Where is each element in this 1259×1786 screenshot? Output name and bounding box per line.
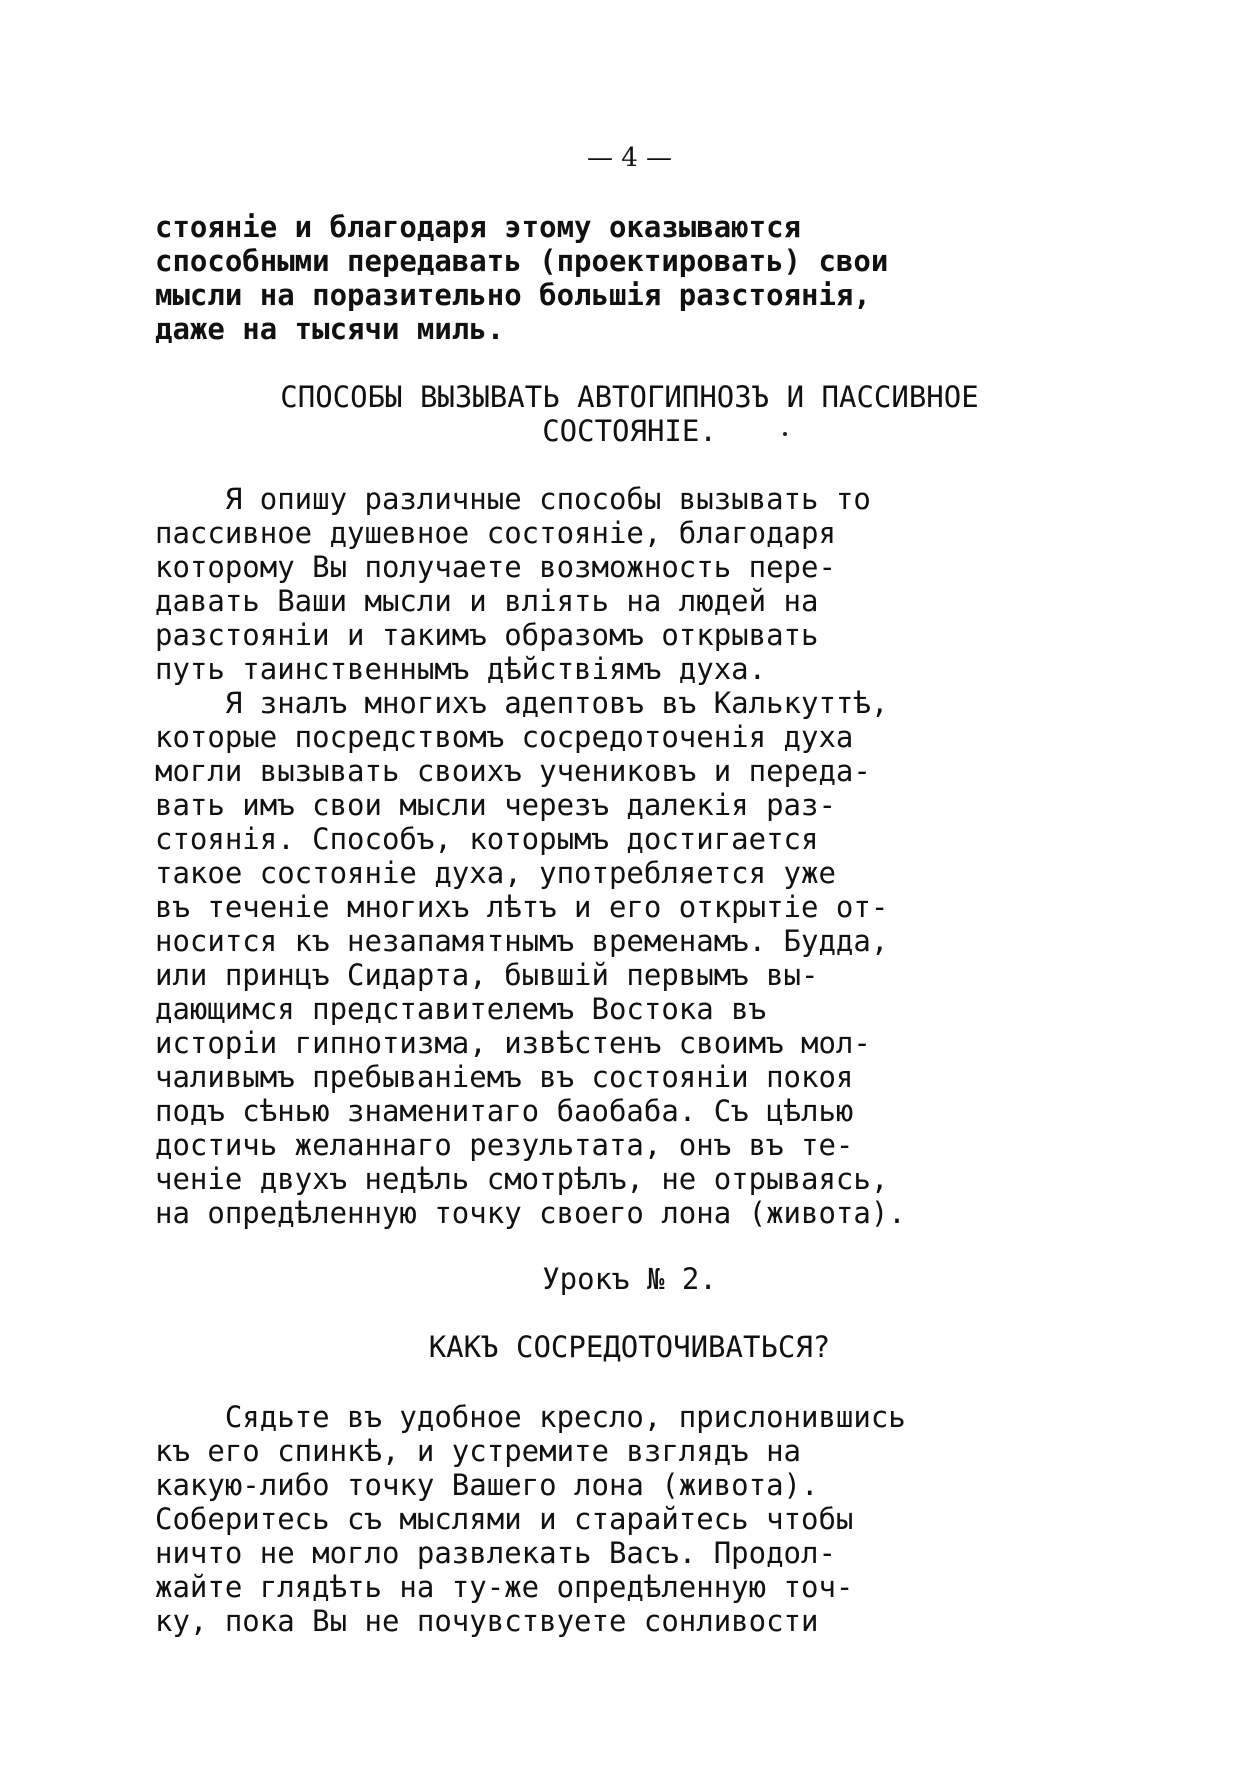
text-line: которые посредствомъ сосредоточенiя духа [155,720,854,754]
text-line: стоянiя. Способъ, которымъ достигается [155,822,819,856]
text-line: исторiи гипнотизма, извѣстенъ своимъ мол- [155,1026,871,1060]
text-line: въ теченiе многихъ лѣтъ и его открытiе от- [155,890,889,924]
text-line: къ его спинкѣ, и устремите взглядъ на [155,1434,802,1468]
text-line: подъ сѣнью знаменитаго баобаба. Съ цѣлью [155,1094,854,1128]
text-line: способными передавать (проектировать) свои [155,244,889,278]
text-line: вать имъ свои мысли черезъ далекiя раз- [155,788,836,822]
section-heading: СОСТОЯНIЕ. [542,414,717,448]
text-line: давать Ваши мысли и влiять на людей на [155,584,819,618]
page-number: — 4 — [586,143,673,173]
text-line: Я зналъ многихъ адептовъ въ Калькуттѣ, [155,686,889,720]
text-line: достичь желаннаго результата, онъ въ те- [155,1128,854,1162]
text-line: путь таинственнымъ дѣйствiямъ духа. [155,652,767,686]
text-line: носится къ незапамятнымъ временамъ. Будда, [155,924,889,958]
text-line: чаливымъ пребыванiемъ въ состоянiи покоя [155,1060,854,1094]
text-line: ничто не могло развлекать Васъ. Продол- [155,1536,836,1570]
text-line: даже на тысячи миль. [155,312,505,346]
text-line: какую-либо точку Вашего лона (живота). [155,1468,819,1502]
text-line: ку, пока Вы не почувствуете сонливости [155,1604,819,1638]
text-line: на опредѣленную точку своего лона (живота). [155,1196,906,1230]
text-line: Сядьте въ удобное кресло, прислонившись [155,1400,906,1434]
text-line: мысли на поразительно большiя разстоянiя, [155,278,871,312]
text-line: или принцъ Сидарта, бывшiй первымъ вы- [155,958,819,992]
text-line: стоянiе и благодаря этому оказываются [155,210,802,244]
text-line: Соберитесь съ мыслями и старайтесь чтобы [155,1502,854,1536]
lesson-heading: КАКЪ СОСРЕДОТОЧИВАТЬСЯ? [428,1330,831,1364]
text-line: Я опишу различные способы вызывать то [155,482,871,516]
section-heading: СПОСОБЫ ВЫЗЫВАТЬ АВТОГИПНОЗЪ И ПАССИВНОЕ [280,380,979,414]
ink-speck [783,432,787,436]
text-line: разстоянiи и такимъ образомъ открывать [155,618,819,652]
text-line: жайте глядѣть на ту-же опредѣленную точ- [155,1570,854,1604]
text-line: ченiе двухъ недѣль смотрѣлъ, не отрываясь, [155,1162,889,1196]
text-line: дающимся представителемъ Востока въ [155,992,767,1026]
lesson-title: Урокъ № 2. [542,1262,717,1296]
text-line: которому Вы получаете возможность пере- [155,550,836,584]
text-line: могли вызывать своихъ учениковъ и переда- [155,754,871,788]
text-line: пассивное душевное состоянiе, благодаря [155,516,836,550]
text-line: такое состоянiе духа, употребляется уже [155,856,836,890]
